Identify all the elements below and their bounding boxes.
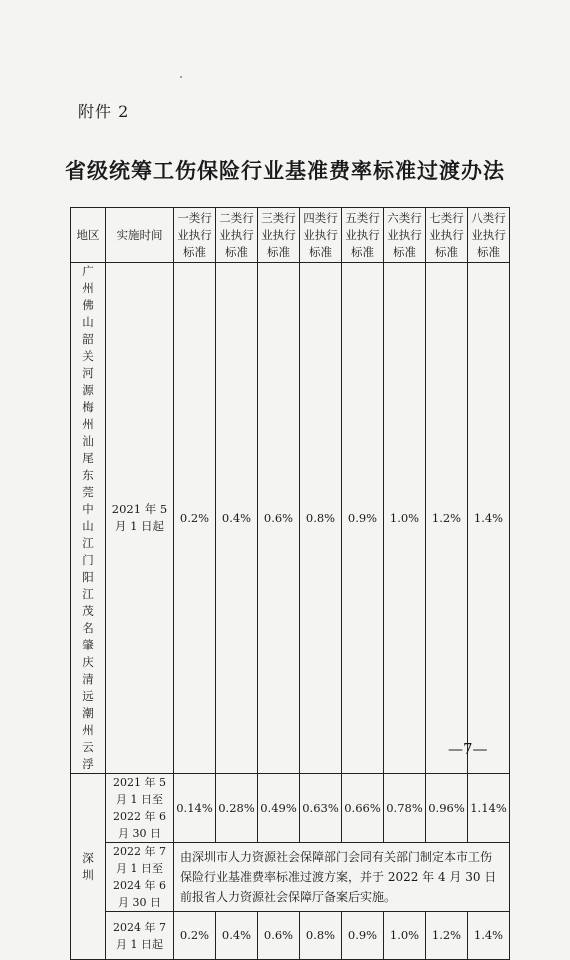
- table-row: [71, 774, 510, 843]
- header-region: 地区: [71, 208, 106, 263]
- rate-cell: 0.78%: [384, 774, 426, 843]
- header-class-2: 二类行业执行标准: [216, 208, 258, 263]
- rate-cell: 1.4%: [468, 263, 510, 774]
- rate-cell: 1.2%: [426, 912, 468, 960]
- header-class-5: 五类行业执行标准: [342, 208, 384, 263]
- attachment-label: 附件 2: [78, 102, 130, 121]
- rate-cell: 0.96%: [426, 774, 468, 843]
- table-row: [71, 263, 510, 774]
- rate-table: [70, 207, 510, 960]
- region-shenzhen: 深圳: [82, 850, 94, 882]
- rate-cell: 0.8%: [300, 912, 342, 960]
- page-title: 省级统筹工伤保险行业基准费率标准过渡办法: [65, 158, 505, 183]
- rate-cell: 0.2%: [174, 912, 216, 960]
- time-cell: 2024 年 7 月 1 日起: [106, 912, 174, 960]
- rate-cell: 0.8%: [300, 263, 342, 774]
- region-cell: [71, 263, 106, 774]
- rate-cell: 0.6%: [258, 263, 300, 774]
- rate-cell: 0.63%: [300, 774, 342, 843]
- rate-cell: 0.4%: [216, 912, 258, 960]
- header-class-6: 六类行业执行标准: [384, 208, 426, 263]
- rate-cell: 0.9%: [342, 263, 384, 774]
- rate-cell: 1.14%: [468, 774, 510, 843]
- region-list: 广州佛山韶关河源梅州汕尾东莞中山江门阳江茂名肇庆清远潮州云浮: [82, 264, 94, 771]
- header-class-8: 八类行业执行标准: [468, 208, 510, 263]
- header-class-7: 七类行业执行标准: [426, 208, 468, 263]
- rate-cell: 0.9%: [342, 912, 384, 960]
- rate-cell: 0.4%: [216, 263, 258, 774]
- page-number: —7—: [448, 740, 488, 758]
- header-time: 实施时间: [106, 208, 174, 263]
- rate-cell: 0.6%: [258, 912, 300, 960]
- rate-cell: 0.49%: [258, 774, 300, 843]
- rate-cell: 0.66%: [342, 774, 384, 843]
- time-cell: 2021 年 5 月 1 日至 2022 年 6 月 30 日: [106, 774, 174, 843]
- rate-cell: 1.4%: [468, 912, 510, 960]
- rate-cell: 0.2%: [174, 263, 216, 774]
- rate-cell: 1.0%: [384, 263, 426, 774]
- note-cell: 由深圳市人力资源社会保障部门会同有关部门制定本市工伤保险行业基准费率标准过渡方案，并于 2022 年 4 月 30 日前报省人力资源社会保障厅备案后实施。: [174, 843, 510, 912]
- header-row: [71, 208, 510, 263]
- rate-cell: 0.28%: [216, 774, 258, 843]
- table-row: [71, 843, 510, 912]
- rate-cell: 1.2%: [426, 263, 468, 774]
- rate-cell: 0.14%: [174, 774, 216, 843]
- time-cell: 2021 年 5 月 1 日起: [106, 263, 174, 774]
- rate-cell: 1.0%: [384, 912, 426, 960]
- header-class-4: 四类行业执行标准: [300, 208, 342, 263]
- header-class-3: 三类行业执行标准: [258, 208, 300, 263]
- table-row: [71, 912, 510, 960]
- header-class-1: 一类行业执行标准: [174, 208, 216, 263]
- time-cell: 2022 年 7 月 1 日至 2024 年 6 月 30 日: [106, 843, 174, 912]
- speck: [180, 76, 182, 78]
- region-cell: [71, 774, 106, 960]
